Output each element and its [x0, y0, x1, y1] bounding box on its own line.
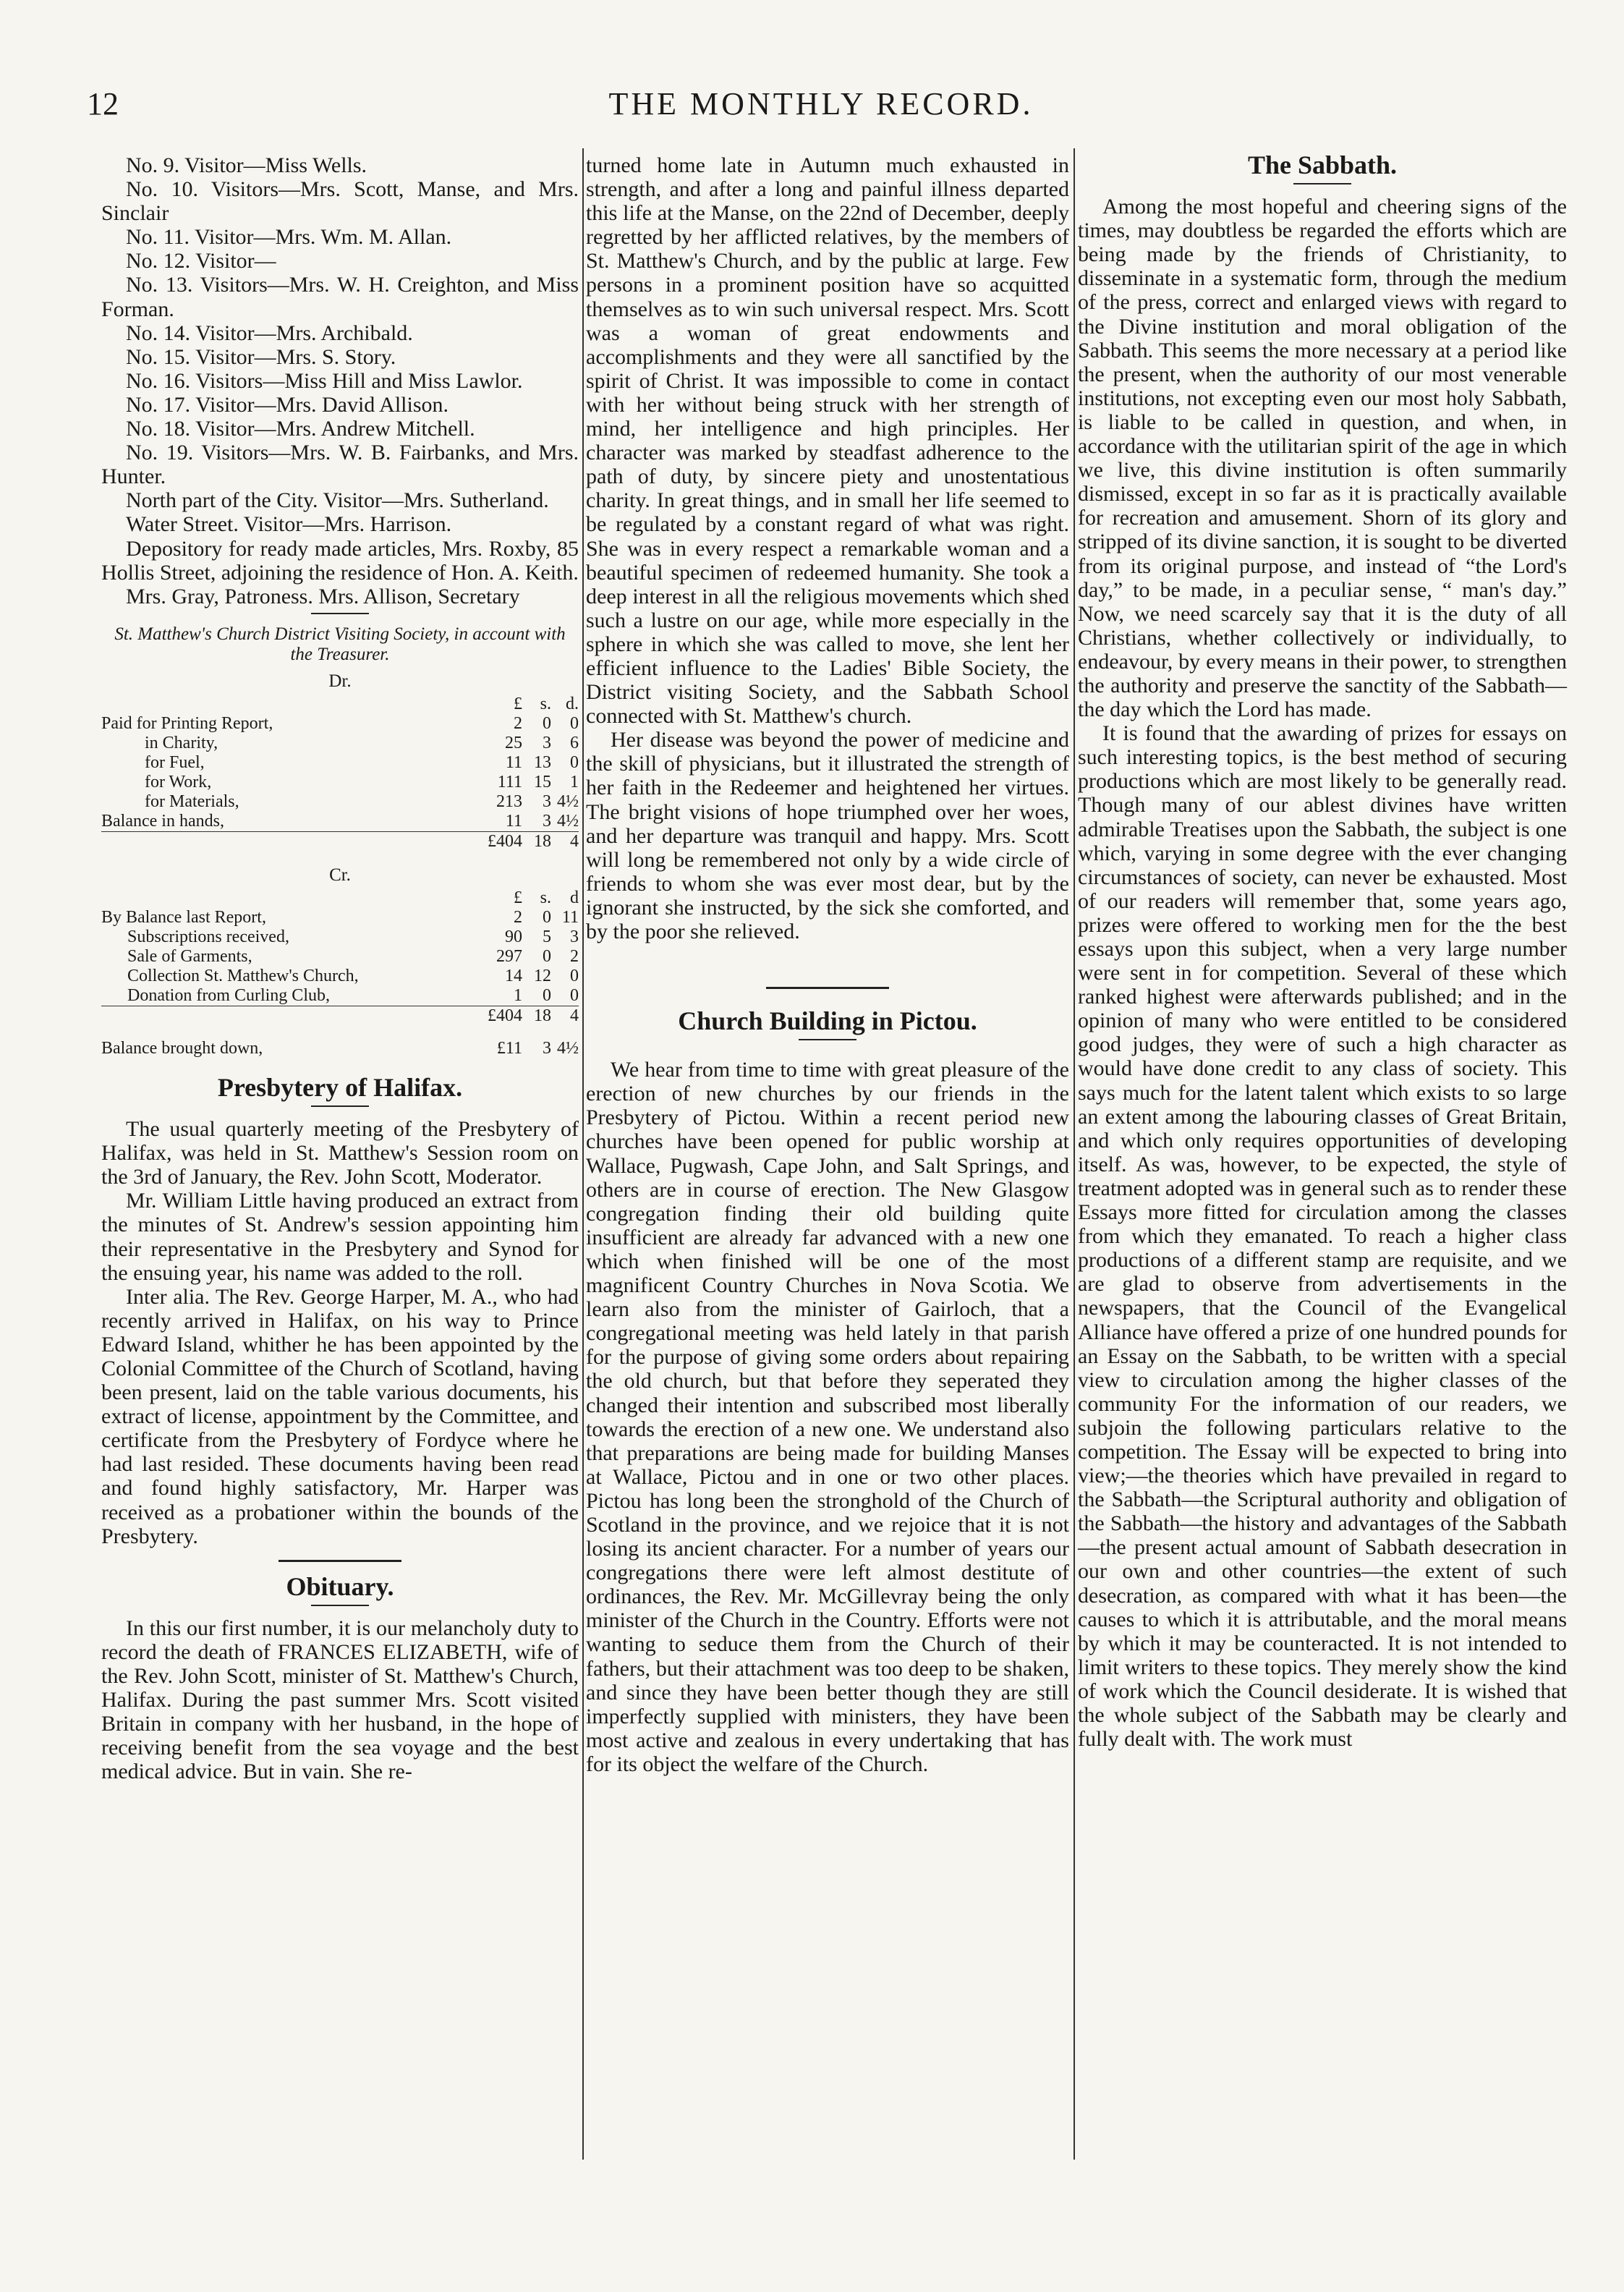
visitor-entry: Water Street. Visitor—Mrs. Harrison. — [126, 512, 452, 537]
credit-table — [101, 888, 579, 1058]
shillings-total: 18 — [522, 831, 551, 852]
paragraph: We hear from time to time with great pleasure of the erection of new churches by our friends in the Presbytery of Pictou. Within a recent period new churches have been opened for public worship at Wallace, Pugwash, Cape John, and Salt Springs, and others are in course of erection. The New Glasgow congregation finding their old building quite insufficient are already far advanced with a new one which when finished will be one of the most magnificent Country Churches in Nova Scotia. We learn also from the minister of Gairloch, that a congregational meeting was held lately in that parish for the purpose of giving some orders about repairing the old church, but that before they seperated they changed their intention and subscribed most liberally towards the erection of a new one. We understand also that preparations are being made for building Manses at Wallace, Pictou and in one or two other places. Pictou has long been the stronghold of the Church of Scotland in the province, and we rejoice that it is not losing its ancient character. For a number of years our congregations there were left almost destitute of ordinances, the Rev. Mr. McGillevray being the only minister of the Church in the Country. Efforts were not wanting to seduce them from the Church of their fathers, but their attachment was too deep to be shaken, and since they have been better though they are still imperfectly supplied with ministers, they have been most active and zealous in every undertaking that has for its object the welfare of the Church. — [586, 1058, 1069, 1776]
column-divider-2 — [1074, 148, 1075, 2160]
running-title: THE MONTHLY RECORD. — [608, 86, 1034, 122]
table-row — [101, 773, 579, 792]
visitor-entry: Depository for ready made articles, Mrs. Roxby, 85 Hollis Street, adjoining the residence of Hon. A. Keith. — [101, 536, 579, 585]
shillings: 15 — [534, 772, 551, 791]
paragraph: In this our first number, it is our melancholy duty to record the death of FRANCES ELIZABETH, wife of the Rev. John Scott, minister of St. Matthew's Church, Halifax. During the past summer Mrs. Scott visited Britain in company with her husband, in the hope of receiving benefit from the sea voyage and the best medical advice. But in vain. She re- — [101, 1616, 579, 1784]
row-label: in Charity, — [145, 733, 218, 752]
table-row — [101, 792, 579, 812]
pounds: 213 — [496, 791, 522, 811]
currency-header-row — [101, 695, 579, 714]
section-rule — [279, 1560, 401, 1562]
page-number: 12 — [87, 86, 119, 122]
section-rule — [311, 1105, 369, 1107]
shillings-total: 18 — [522, 1006, 551, 1026]
shillings-header: s. — [540, 694, 551, 713]
pounds: 2 — [514, 713, 522, 733]
account-title: St. Matthew's Church District Visiting Society, in account with the Treasurer. — [114, 624, 566, 664]
pence-total: 4 — [551, 831, 579, 852]
visitor-entry: No. 18. Visitor—Mrs. Andrew Mitchell. — [126, 417, 475, 441]
pence-total: 4 — [551, 1006, 579, 1026]
visitor-entry: North part of the City. Visitor—Mrs. Sutherland. — [126, 488, 549, 513]
section-rule — [311, 613, 369, 614]
table-row — [101, 928, 579, 947]
pence: 1 — [570, 772, 579, 791]
shillings: 12 — [534, 966, 551, 985]
section-heading-church-building: Church Building in Pictou. — [678, 1006, 977, 1036]
visitor-entry: No. 10. Visitors—Mrs. Scott, Manse, and Mrs. Sinclair — [101, 177, 579, 226]
table-row — [101, 908, 579, 928]
row-label: Collection St. Matthew's Church, — [127, 966, 359, 985]
shillings: 3 — [543, 733, 551, 752]
credit-total-row — [101, 1006, 579, 1026]
table-row — [101, 734, 579, 753]
pounds: 2 — [514, 907, 522, 927]
row-label: Balance in hands, — [101, 811, 224, 831]
pence: 4½ — [557, 1038, 579, 1058]
visitor-entry: No. 12. Visitor— — [126, 249, 276, 273]
visitor-entry: No. 16. Visitors—Miss Hill and Miss Lawlor. — [126, 368, 523, 393]
section-rule — [799, 1039, 856, 1040]
visitor-entry: No. 14. Visitor—Mrs. Archibald. — [126, 321, 413, 345]
pence: 4½ — [557, 811, 579, 831]
pence: 0 — [570, 713, 579, 733]
column-2 — [586, 153, 1069, 1776]
pounds: 297 — [496, 946, 522, 966]
shillings: 0 — [543, 907, 551, 927]
pounds: 11 — [505, 752, 522, 772]
shillings: 3 — [543, 791, 551, 811]
shillings: 13 — [534, 752, 551, 772]
pence: 0 — [570, 985, 579, 1005]
visitor-entry: No. 9. Visitor—Miss Wells. — [126, 153, 367, 177]
pounds-header: £ — [514, 694, 522, 713]
credit-label: Cr. — [329, 865, 351, 885]
paragraph: Her disease was beyond the power of medicine and the skill of physicians, but it illustrated the strength of her faith in the Redeemer and heightened her virtues. The bright visions of hope triumphed over her woes, and her departure was tranquil and happy. Mrs. Scott will long be remembered not only by a wide circle of friends to whom she was ever most dear, but by the ignorant she instructed, by the sick she comforted, and by the poor she relieved. — [586, 728, 1069, 943]
shillings: 3 — [543, 811, 551, 831]
shillings: 5 — [543, 927, 551, 946]
visitor-list — [101, 153, 579, 608]
debit-table — [101, 695, 579, 852]
row-label: Balance brought down, — [101, 1038, 263, 1058]
pounds: £11 — [496, 1038, 522, 1058]
page-header — [87, 85, 1555, 129]
table-row — [101, 714, 579, 734]
table-row — [101, 753, 579, 773]
pounds: 25 — [505, 733, 522, 752]
table-row — [101, 947, 579, 967]
visitor-entry: No. 19. Visitors—Mrs. W. B. Fairbanks, and Mrs. Hunter. — [101, 441, 579, 489]
balance-row — [101, 1026, 579, 1058]
paragraph: It is found that the awarding of prizes for essays on such interesting topics, is the best method of securing productions which are most likely to be generally read. Though many of our ablest divines have written admirable Treatises upon the Sabbath, the subject is one which, varying in some degree with the ever changing circumstances of society, can never be exhausted. Most of our readers will remember that, some years ago, prizes were offered to working men for the the best essays upon this subject, when a very large number were sent in for competition. Several of these which ranked highest were afterwards published; and in the opinion of many who were entitled to be considered good judges, they were of such a high character as would have done credit to any class of society. This says much for the latent talent which exists to so large an extent among the labouring classes of Great Britain, and which only requires opportunities of developing itself. As was, however, to be expected, the style of treatment adopted was in general such as to render these Essays more fitted for circulation among the classes from which they emanated. To reach a higher class productions of a different stamp are requisite, and we are glad to observe from advertisements in the newspapers, that the Council of the Evangelical Alliance have offered a prize of one hundred pounds for an Essay on the Sabbath, to be written with a special view to circulation among the higher classes of the community For the information of our readers, we subjoin the following particulars relative to the competition. The Essay will be expected to bring into view;—the theories which have prevailed in regard to the Sabbath—the Scriptural authority and obligation of the Sabbath—the history and advantages of the Sabbath—the present actual amount of Sabbath desecration in our own and other countries—the extent of such desecration, as compared with what it has been—the causes to which it is attributable, and the moral means by which it may be counteracted. It is not intended to limit writers to these topics. They merely show the kind of work which the Council desiderate. It is wished that the whole subject of the Sabbath may be clearly and fully dealt with. The work must — [1078, 721, 1567, 1752]
row-label: By Balance last Report, — [101, 907, 266, 927]
shillings: 0 — [543, 946, 551, 966]
treasurer-account — [101, 624, 579, 1058]
shillings: 3 — [543, 1038, 551, 1058]
visitor-entry: No. 15. Visitor—Mrs. S. Story. — [126, 344, 396, 369]
row-label: Subscriptions received, — [127, 927, 289, 946]
section-rule — [1293, 183, 1351, 184]
pence: 2 — [570, 946, 579, 966]
paragraph: Among the most hopeful and cheering signs of the times, may doubtless be regarded the efforts which are being made by the friends of Christianity, to disseminate in a systematic form, through the medium of the press, correct and enlarged views with regard to the Divine institution and moral obligation of the Sabbath. This seems the more necessary at a period like the present, when the authority of our most venerable institutions, not excepting even our most holy Sabbath, is liable to be called in question, and when, in accordance with the utilitarian spirit of the age in which we live, this divine institution is often summarily dismissed, except in so far as it is practically available for recreation and amusement. Shorn of its glory and stripped of its divine sanction, it is sought to be diverted from its original purpose, and instead of “the Lord's day,” to be made, in a peculiar sense, “ man's day.” Now, we need scarcely say that it is the duty of all Christians, whether collectively or individually, to endeavour, by every means in their power, to strengthen the authority and preserve the sanctity of the Sabbath—the day which the Lord has made. — [1078, 195, 1567, 722]
pounds-total: £404 — [485, 1006, 522, 1026]
shillings-header: s. — [540, 888, 551, 907]
paragraph: Inter alia. The Rev. George Harper, M. A., who had recently arrived in Halifax, on his way to Prince Edward Island, whither he has been appointed by the Colonial Committee of the Church of Scotland, having been present, laid on the table various documents, his extract of license, appointment by the Committee, and certificate from the Presbytery of Fordyce where he had last resided. These documents having been read and found highly satisfactory, Mr. Harper was received as a probationer within the bounds of the Presbytery. — [101, 1284, 579, 1548]
currency-header-row — [101, 888, 579, 908]
column-divider-1 — [582, 148, 584, 2160]
row-label: for Work, — [145, 772, 212, 791]
pence: 11 — [561, 907, 579, 927]
table-row — [101, 967, 579, 986]
paragraph: Mr. William Little having produced an extract from the minutes of St. Andrew's session appointing him their representative in the Presbytery and Synod for the ensuing year, his name was added to the roll. — [101, 1189, 579, 1285]
pounds: 111 — [497, 772, 522, 791]
row-label: Paid for Printing Report, — [101, 713, 273, 733]
pence: 0 — [570, 966, 579, 985]
debit-label: Dr. — [328, 671, 352, 691]
pounds: 1 — [514, 985, 522, 1005]
pounds-total: £404 — [485, 831, 522, 852]
pence: 4½ — [557, 791, 579, 811]
pence: 6 — [570, 733, 579, 752]
debit-total-row — [101, 831, 579, 852]
pounds: 90 — [505, 927, 522, 946]
visitor-entry: No. 17. Visitor—Mrs. David Allison. — [126, 392, 449, 417]
table-row — [101, 986, 579, 1006]
visitor-entry: Mrs. Gray, Patroness. Mrs. Allison, Secretary — [126, 584, 520, 608]
pence: 0 — [570, 752, 579, 772]
paragraph: The usual quarterly meeting of the Presbytery of Halifax, was held in St. Matthew's Session room on the 3rd of January, the Rev. John Scott, Moderator. — [101, 1117, 579, 1189]
row-label: Donation from Curling Club, — [127, 985, 330, 1005]
pence-header: d — [570, 888, 579, 907]
section-heading-sabbath: The Sabbath. — [1247, 150, 1398, 179]
table-row — [101, 812, 579, 832]
shillings: 0 — [543, 713, 551, 733]
visitor-entry: No. 11. Visitor—Mrs. Wm. M. Allan. — [126, 225, 452, 250]
section-rule — [766, 987, 889, 989]
row-label: for Materials, — [145, 791, 239, 811]
section-rule — [311, 1605, 369, 1606]
row-label: for Fuel, — [145, 752, 205, 772]
pounds-header: £ — [514, 888, 522, 907]
column-3 — [1078, 150, 1567, 1752]
shillings: 0 — [543, 985, 551, 1005]
pence: 3 — [570, 927, 579, 946]
column-1 — [101, 153, 579, 1784]
pence-header: d. — [566, 694, 579, 713]
paragraph: turned home late in Autumn much exhausted in strength, and after a long and painful illness departed this life at the Manse, on the 22nd of December, deeply regretted by her afflicted relatives, by the members of St. Matthew's Church, and by the public at large. Few persons in a prominent position have so acquitted themselves as to win such universal respect. Mrs. Scott was a woman of great endowments and accomplishments and they were all sanctified by the spirit of Christ. It was impossible to come in contact with her without being struck with her strength of mind, her intelligence and high principles. Her character was marked by steadfast adherence to the path of duty, by sincere piety and unostentatious charity. In great things, and in small her life seemed to be regulated by a constant regard of what was right. She was in every respect a remarkable woman and a beautiful specimen of redeemed humanity. She took a deep interest in all the religious movements which shed such a lustre on our age, while more especially in the sphere in which she was called to move, she lent her efficient influence to the Ladies' Bible Society, the District visiting Society, and the Sabbath School connected with St. Matthew's church. — [586, 153, 1069, 729]
row-label: Sale of Garments, — [127, 946, 252, 966]
pounds: 14 — [505, 966, 522, 985]
section-heading-presbytery: Presbytery of Halifax. — [217, 1072, 463, 1102]
visitor-entry: No. 13. Visitors—Mrs. W. H. Creighton, and Miss Forman. — [101, 273, 579, 321]
pounds: 11 — [505, 811, 522, 831]
section-heading-obituary: Obituary. — [286, 1571, 394, 1601]
